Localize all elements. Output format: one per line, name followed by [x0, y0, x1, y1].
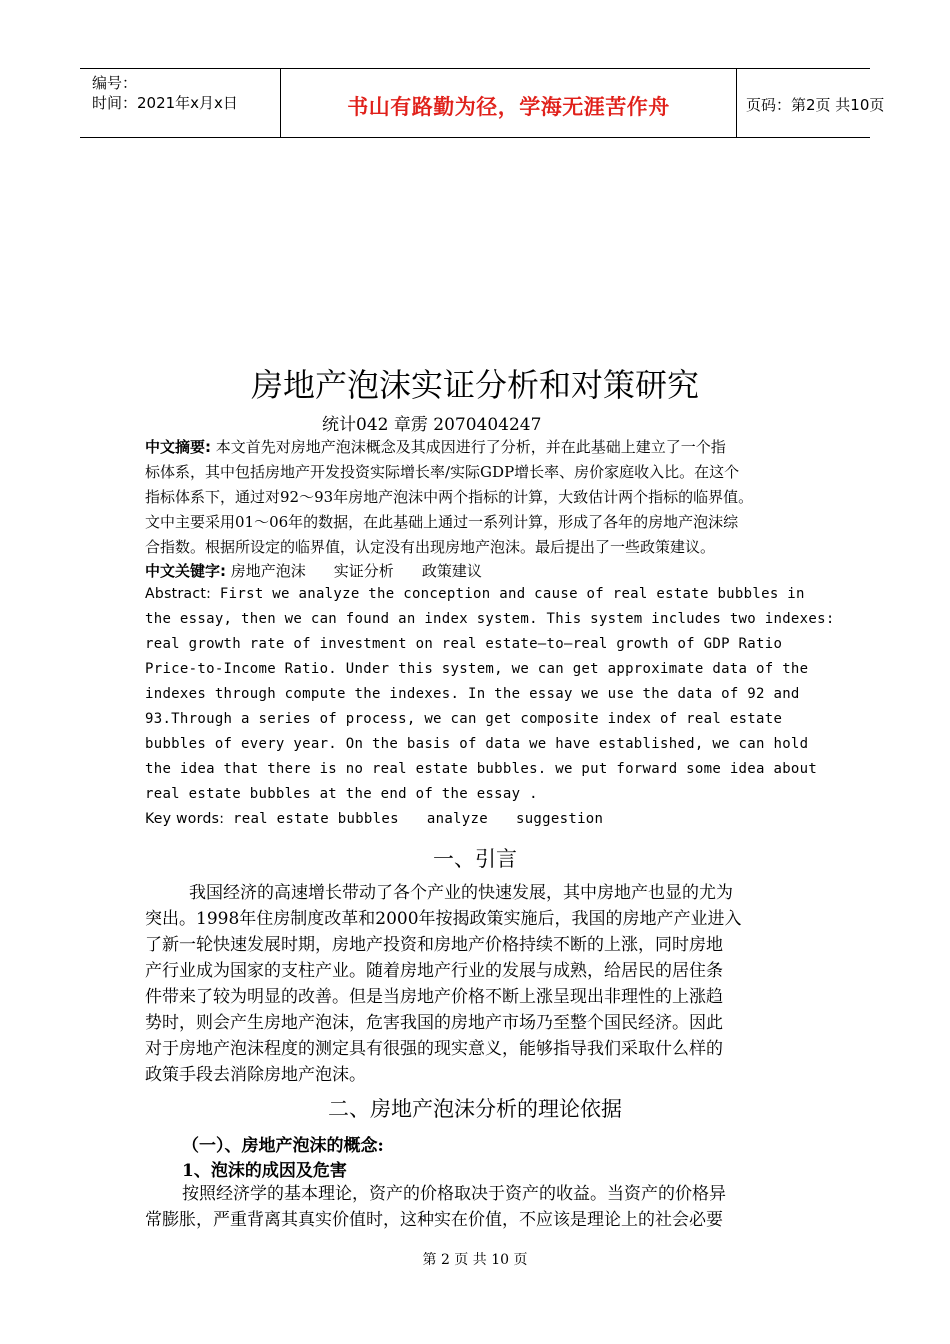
motto: 书山有路勤为径，学海无涯苦作舟 [347, 95, 670, 119]
keyword: 政策建议 [421, 562, 482, 580]
keywords-en [145, 811, 807, 827]
abstract-cn-line: 中文摘要: 本文首先对房地产泡沫概念及其成因进行了分析，并在此基础上建立了一个指 [145, 438, 726, 456]
abstract-en-line: Abstract: First we analyze the conception and cause of real estate bubbles in [145, 586, 805, 602]
header-meta-cell [80, 69, 280, 137]
keywords-en-label: Key words: [145, 811, 225, 827]
keyword: analyze [426, 811, 488, 827]
page-label: 页码：第2页 共10页 [746, 96, 885, 114]
keyword: 房地产泡沫 [230, 562, 306, 580]
page-footer: 第 2 页 共 10 页 [422, 1252, 528, 1268]
abstract-en-line: real growth rate of investment on real estate—to—real growth of GDP Ratio [145, 636, 783, 652]
number-label: 编号： [92, 74, 138, 92]
keywords-cn [145, 560, 807, 581]
section-heading: 一、引言 [433, 847, 517, 871]
abstract-en-label: Abstract: [145, 586, 212, 602]
abstract-en-line: the essay, then we can found an index system. This system includes two indexes: [145, 611, 835, 627]
abstract-cn-line: 指标体系下，通过对92～93年房地产泡沫中两个指标的计算，大致估计两个指标的临界值。 [145, 488, 754, 506]
abstract-cn-label: 中文摘要: [145, 438, 211, 456]
abstract-cn-line: 文中主要采用01～06年的数据，在此基础上通过一系列计算，形成了各年的房地产泡沫综 [145, 513, 739, 531]
abstract-cn-line: 合指数。根据所设定的临界值，认定没有出现房地产泡沫。最后提出了一些政策建议。 [145, 538, 716, 556]
section1-body: 我国经济的高速增长带动了各个产业的快速发展，其中房地产也显的尤为 突出。1998年住房制度改革和2000年按揭政策实施后，我国的房地产产业进入 了新一轮快速发展时期，房地产投资和房地产价格持续不断的上涨，同时房地 产行业成为国家的支柱产业。随着房地产行业的发展与成熟，给居民的居住条 件带来了较为明显的改善。但是当房地产价格不断上涨呈现出非理性的上涨趋 势时，则会产生房地产泡沫，危害我国的房地产市场乃至整个国民经济。因此 对于房地产泡沫程度的测定具有很强的现实意义，能够指导我们采取什么样的 政策手段去消除房地产泡沫。 [145, 883, 742, 1085]
subsection-heading: 1、泡沫的成因及危害 [182, 1161, 347, 1181]
abstract-en-line: 93.Through a series of process, we can get composite index of real estate [145, 711, 783, 727]
keywords-cn-label: 中文关键字: [145, 562, 226, 580]
author-line: 统计042 章雳 2070404247 [322, 415, 542, 435]
abstract-en-line: indexes through compute the indexes. In the essay we use the data of 92 and [145, 686, 800, 702]
keyword: suggestion [515, 811, 604, 827]
date-label: 时间：2021年x月x日 [92, 94, 238, 112]
abstract-cn-line: 标体系，其中包括房地产开发投资实际增长率/实际GDP增长率、房价家庭收入比。在这个 [145, 463, 740, 481]
header-page-cell [736, 69, 885, 137]
keyword: 实证分析 [333, 562, 394, 580]
document-header [80, 68, 885, 138]
subsection-heading: （一）、房地产泡沫的概念: [182, 1136, 384, 1156]
section-heading: 二、房地产泡沫分析的理论依据 [328, 1097, 622, 1121]
document-title: 房地产泡沫实证分析和对策研究 [250, 366, 699, 404]
abstract-en-line: bubbles of every year. On the basis of data we have established, we can hold [145, 736, 809, 752]
keyword: real estate bubbles [233, 811, 399, 827]
abstract-en-line: Price-to-Income Ratio. Under this system, we can get approximate data of the [145, 661, 809, 677]
abstract-en-line: the idea that there is no real estate bubbles. we put forward some idea about [145, 761, 818, 777]
abstract-en-line: real estate bubbles at the end of the essay . [145, 786, 538, 802]
section2-body: 按照经济学的基本理论，资产的价格取决于资产的收益。当资产的价格异 常膨胀，严重背离其真实价值时，这种实在价值，不应该是理论上的社会必要 [145, 1184, 726, 1230]
header-motto-cell [280, 69, 737, 137]
